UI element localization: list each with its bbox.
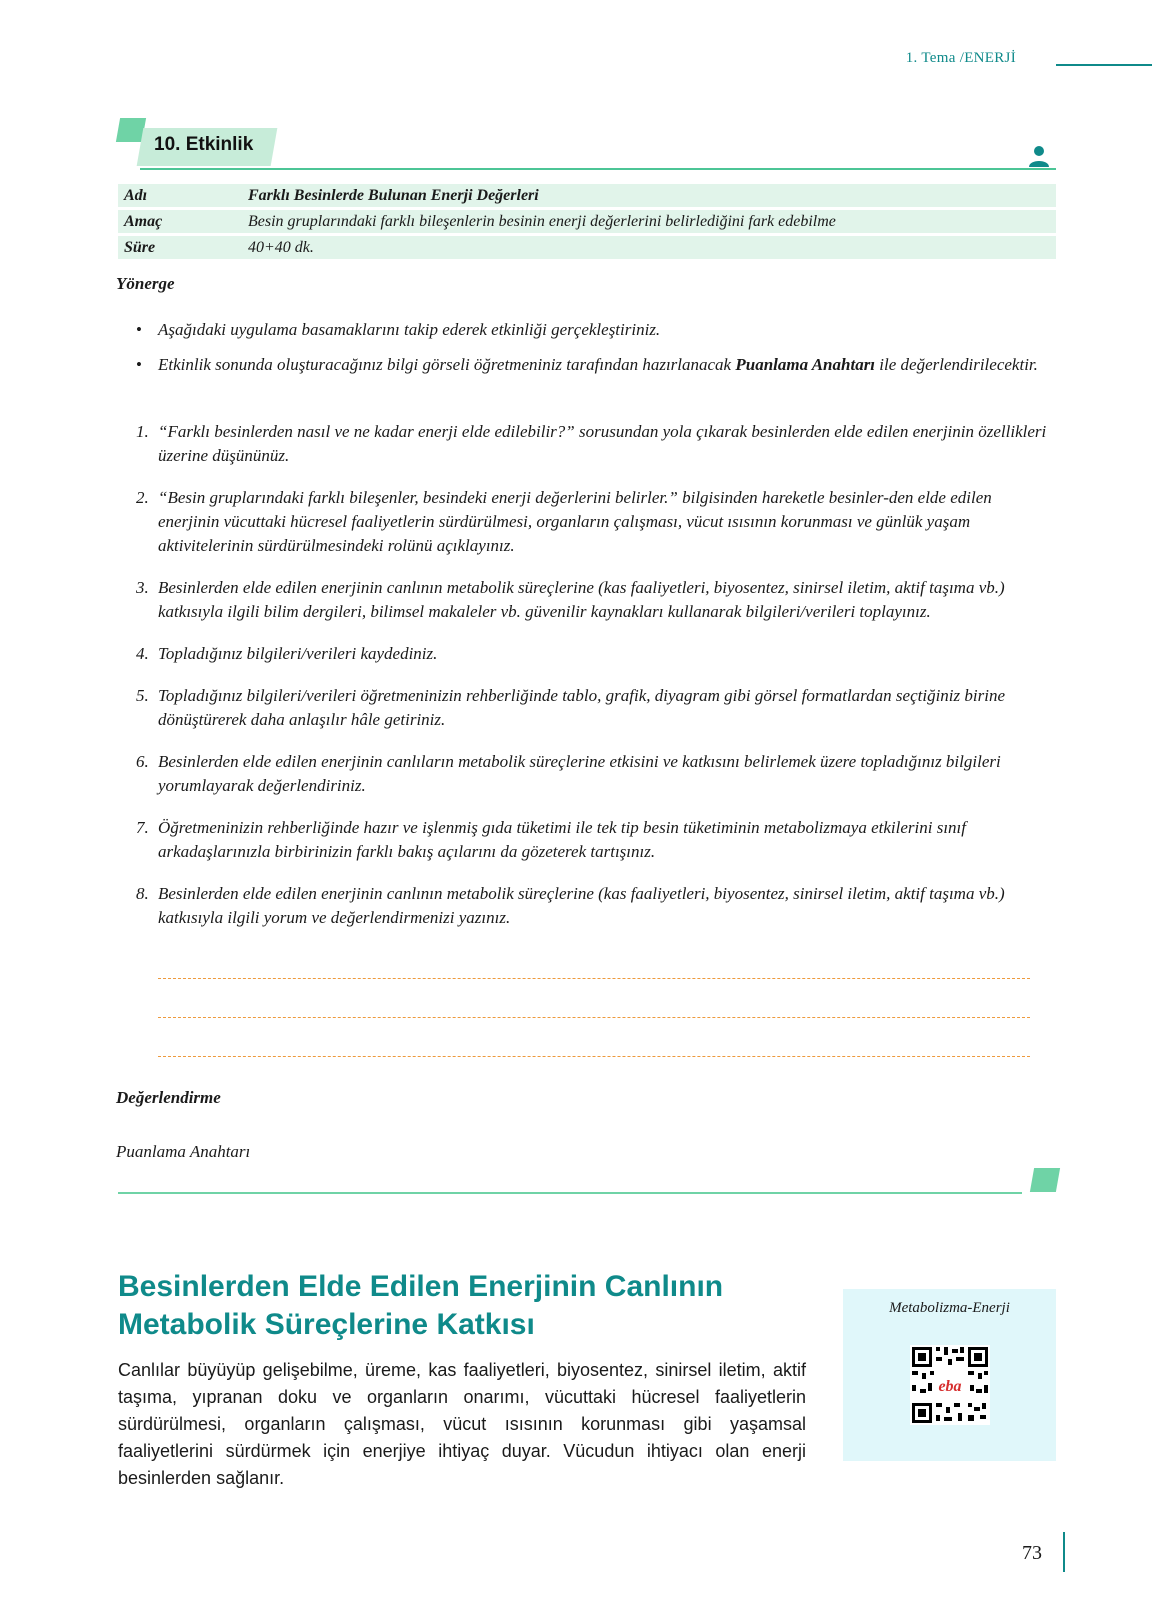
section-title	[118, 1268, 798, 1344]
row-value: Besin gruplarındaki farklı bileşenlerin besinin enerji değerlerini belirlediğini fark edebilme	[242, 210, 1056, 233]
list-item	[136, 318, 1056, 342]
instructions-title: Yönerge	[116, 274, 175, 293]
step-text: “Farklı besinlerden nasıl ve ne kadar enerji elde edilebilir?” sorusundan yola çıkarak besinlerden elde edilen enerjinin özellikleri üzerine düşününüz.	[158, 422, 1047, 465]
step-text: Besinlerden elde edilen enerjinin canlının metabolik süreçlerine (kas faaliyetleri, biyosentez, sinirsel iletim, aktif taşıma vb.) katkısıyla ilgili yorum ve değerlendirmenizi yazınız.	[158, 884, 1005, 927]
row-key: Süre	[118, 236, 242, 259]
step-text: “Besin gruplarındaki farklı bileşenler, besindeki enerji değerlerini belirler.” bilgisinden hareketle besinler-den elde edilen enerjinin vücuttaki hücresel faaliyetlerin sürdürülmesi, organların çalışması, vücut ısısının korunması ve günlük yaşam aktivitelerinin sürdürülmesindeki rolünü açıklayınız.	[158, 488, 992, 555]
instruction-steps	[136, 420, 1056, 948]
section-title-line: Besinlerden Elde Edilen Enerjinin Canlının	[118, 1270, 724, 1303]
answer-line	[158, 978, 1030, 979]
answer-line	[158, 1056, 1030, 1057]
list-item	[136, 642, 1056, 666]
step-number: 2.	[136, 488, 149, 507]
step-text: Topladığınız bilgileri/verileri öğretmeninizin rehberliğinde tablo, grafik, diyagram gibi görsel formatlardan seçtiğiniz birine dönüştürerek daha anlaşılır hâle getiriniz.	[158, 686, 1005, 729]
list-item	[136, 684, 1056, 732]
bullet-bold-text: Puanlama Anahtarı	[735, 355, 876, 374]
activity-end-square	[1030, 1168, 1060, 1192]
step-number: 5.	[136, 686, 149, 705]
step-number: 3.	[136, 578, 149, 597]
list-item	[136, 420, 1056, 468]
page-number-rule	[1063, 1532, 1065, 1572]
table-row	[118, 236, 1056, 259]
eba-logo-text: eba	[938, 1378, 962, 1395]
answer-line	[158, 1017, 1030, 1018]
bullet-text: Aşağıdaki uygulama basamaklarını takip ederek etkinliği gerçekleştiriniz.	[158, 320, 661, 339]
step-text: Topladığınız bilgileri/verileri kaydediniz.	[158, 644, 438, 663]
table-row	[118, 210, 1056, 233]
bullet-text: Etkinlik sonunda oluşturacağınız bilgi görseli öğretmeniniz tarafından hazırlanacak	[158, 355, 736, 374]
activity-tag: 10. Etkinlik	[154, 134, 254, 155]
list-item	[136, 816, 1056, 864]
qr-code-icon[interactable]	[910, 1345, 990, 1425]
running-head: 1. Tema /ENERJİ	[905, 50, 1016, 66]
step-number: 7.	[136, 818, 149, 837]
step-text: Öğretmeninizin rehberliğinde hazır ve işlenmiş gıda tüketimi ile tek tip besin tüketiminin metabolizmaya etkilerini sınıf arkadaşlarınızla birbirinizin farklı bakış açılarını da gözeterek tartışınız.	[158, 818, 966, 861]
activity-tag-rule	[140, 168, 1056, 170]
step-number: 6.	[136, 752, 149, 771]
activity-info-table	[118, 181, 1056, 262]
bullet-icon: •	[136, 355, 142, 374]
section-body: Canlılar büyüyüp gelişebilme, üreme, kas faaliyetleri, biyosentez, sinirsel iletim, aktif taşıma, yıpranan doku ve organların onarımı, vücuttaki hücresel faaliyetlerin sürdürülmesi, organların çalışması, vücut ısısının korunması gibi yaşamsal faaliyetlerini sürdürmek için enerjiye ihtiyaç duyar. Vücudun ihtiyacı olan enerji besinlerden sağlanır.	[118, 1360, 806, 1488]
table-row	[118, 184, 1056, 207]
section-title-line: Metabolik Süreçlerine Katkısı	[118, 1308, 535, 1341]
page-number: 73	[1022, 1542, 1042, 1564]
step-number: 4.	[136, 644, 149, 663]
list-item	[136, 750, 1056, 798]
evaluation-text: Puanlama Anahtarı	[116, 1142, 251, 1161]
row-key: Amaç	[118, 210, 242, 233]
list-item	[136, 576, 1056, 624]
list-item	[136, 882, 1056, 930]
bullet-text-after: ile değerlendirilecektir.	[875, 355, 1038, 374]
qr-caption: Metabolizma-Enerji	[889, 1300, 1010, 1316]
running-head-rule	[1056, 64, 1152, 66]
instruction-bullets	[136, 318, 1056, 388]
row-key: Adı	[118, 184, 242, 207]
step-number: 8.	[136, 884, 149, 903]
step-text: Besinlerden elde edilen enerjinin canlının metabolik süreçlerine (kas faaliyetleri, biyosentez, sinirsel iletim, aktif taşıma vb.) katkısıyla ilgili bilim dergileri, bilimsel makaleler vb. güvenilir kaynakları kullanarak bilgileri/verileri toplayınız.	[158, 578, 1005, 621]
bullet-icon: •	[136, 320, 142, 339]
step-text: Besinlerden elde edilen enerjinin canlıların metabolik süreçlerine etkisini ve katkısını belirlemek üzere topladığınız bilgileri yorumlayarak değerlendiriniz.	[158, 752, 1001, 795]
step-number: 1.	[136, 422, 149, 441]
row-value: 40+40 dk.	[242, 236, 1056, 259]
person-icon	[1028, 145, 1050, 167]
row-value: Farklı Besinlerde Bulunan Enerji Değerleri	[242, 184, 1056, 207]
activity-end-rule	[118, 1192, 1022, 1194]
list-item	[136, 486, 1056, 558]
list-item	[136, 353, 1056, 377]
evaluation-title: Değerlendirme	[116, 1088, 221, 1107]
